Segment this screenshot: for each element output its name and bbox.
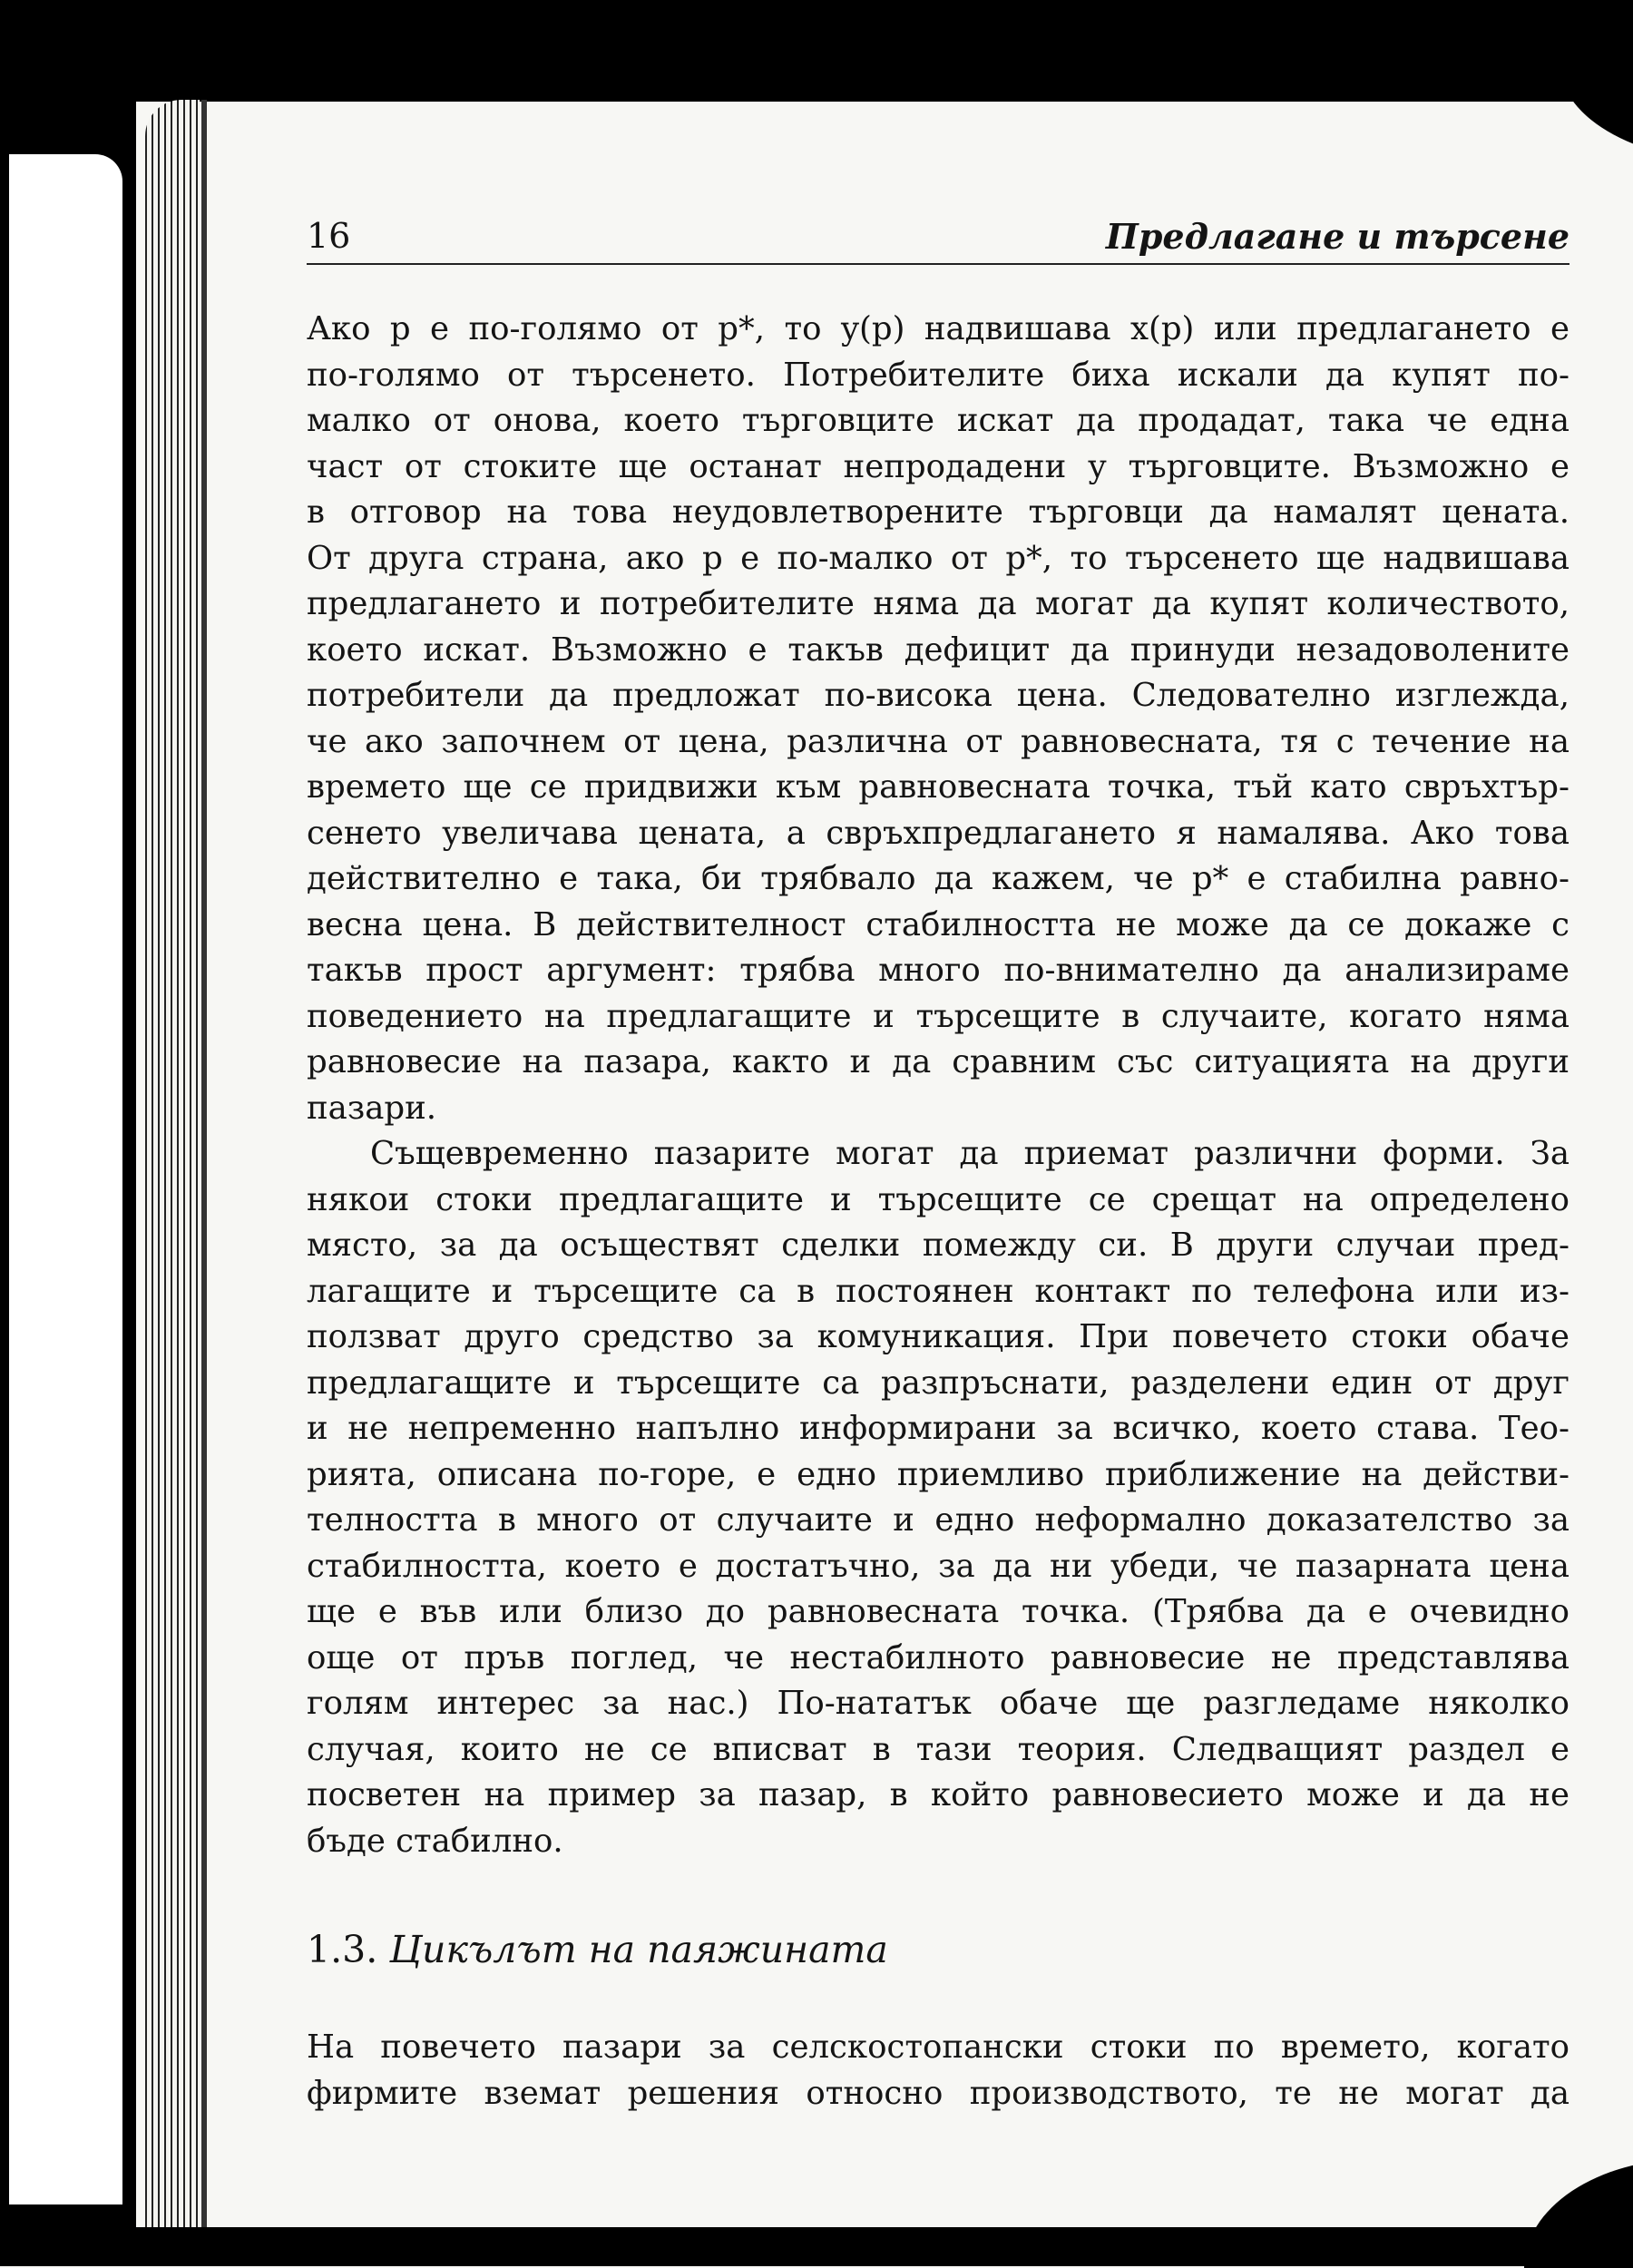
text-line: случая, които не се вписват в тази теория. Следващият раздел е — [307, 1730, 1569, 1768]
scan-border-bottom — [0, 2227, 1633, 2266]
scan-border-top — [0, 0, 1633, 102]
text-line: малко от онова, което търговците искат да продадат, така че една — [307, 402, 1569, 439]
text-line: бъде стабилно. — [307, 1822, 563, 1860]
page-number: 16 — [307, 216, 351, 256]
text-line: в отговор на това неудовлетворените търговци да намалят цената. — [307, 494, 1569, 531]
text-line: някои стоки предлагащите и търсещите се срещат на определено — [307, 1180, 1569, 1218]
text-line: част от стоките ще останат непродадени у търговците. Възможно е — [307, 447, 1569, 485]
text-line: ползват друго средство за комуникация. При повечето стоки обаче — [307, 1318, 1569, 1355]
text-line: сенето увеличава цената, а свръхпредлагането я намалява. Ако това — [307, 814, 1569, 852]
text-line: потребители да предложат по-висока цена. Следователно изглежда, — [307, 677, 1569, 714]
paragraph-2 — [307, 1131, 1569, 1864]
text-line: весна цена. В действителност стабилността не може да се докаже с — [307, 905, 1569, 943]
text-line: времето ще се придвижи към равновесната точка, тъй като свръхтър- — [307, 768, 1569, 806]
text-line: ще е във или близо до равновесната точка. (Трябва да е очевидно — [307, 1593, 1569, 1630]
text-line: и не непременно напълно информирани за всичко, което става. Тео- — [307, 1410, 1569, 1447]
section-text — [307, 2025, 1569, 2116]
text-line: действително е така, би трябвало да кажем, че p* е стабилна равно- — [307, 860, 1569, 897]
text-line: Същевременно пазарите могат да приемат различни форми. За — [370, 1135, 1569, 1172]
text-line: рията, описана по-горе, е едно приемливо приближение на действи- — [307, 1455, 1569, 1493]
text-line: което искат. Възможно е такъв дефицит да принуди незадоволените — [307, 631, 1569, 669]
text-line: още от пръв поглед, че нестабилното равновесие не представлява — [307, 1638, 1569, 1677]
section-number: 1.3. — [307, 1928, 378, 1971]
text-line: по-голямо от търсенето. Потребителите биха искали да купят по- — [307, 356, 1569, 394]
text-line: че ако започнем от цена, различна от равновесната, тя с течение на — [307, 722, 1569, 760]
scan-border-bottom-right — [1524, 2159, 1633, 2268]
text-line: пазари. — [307, 1089, 437, 1127]
section-title: Цикълът на паяжината — [389, 1928, 888, 1971]
text-line: От друга страна, ако p е по-малко от p*, то търсенето ще надвишава — [307, 539, 1569, 577]
text-line: телността в много от случаите и едно неформално доказателство за — [307, 1501, 1569, 1539]
section-heading — [307, 1928, 888, 1971]
text-line: лагащите и търсещите са в постоянен контакт по телефона или из- — [307, 1272, 1569, 1310]
scan-border-top-right — [1560, 54, 1633, 163]
text-line: голям интерес за нас.) По-нататък обаче ще разгледаме няколко — [307, 1685, 1569, 1722]
main-text — [307, 307, 1569, 1864]
page-header — [307, 216, 1569, 265]
text-line: такъв прост аргумент: трябва много по-внимателно да анализираме — [307, 952, 1569, 989]
text-line: стабилността, което е достатъчно, за да ни убеди, че пазарната цена — [307, 1547, 1569, 1585]
running-title: Предлагане и търсене — [1105, 216, 1569, 257]
text-line: предлагащите и търсещите са разпръснати, разделени един от друг — [307, 1364, 1569, 1402]
book-page-edges — [145, 100, 200, 2227]
facing-page-fragment — [9, 154, 122, 2204]
text-line: поведението на предлагащите и търсещите в случаите, когато няма — [307, 997, 1569, 1035]
text-line: предлагането и потребителите няма да могат да купят количеството, — [307, 585, 1569, 622]
text-line: равновесие на пазара, както и да сравним със ситуацията на други — [307, 1043, 1569, 1080]
text-line: посветен на пример за пазар, в който равновесието може и да не — [307, 1776, 1569, 1813]
text-line: На повечето пазари за селскостопански стоки по времето, когато — [307, 2028, 1569, 2066]
text-line: фирмите вземат решения относно производството, те не могат да — [307, 2074, 1569, 2112]
text-line: място, за да осъществят сделки помежду си. В други случаи пред- — [307, 1227, 1569, 1264]
paragraph-1 — [307, 307, 1569, 1131]
text-line: Ако p е по-голямо от p*, то y(p) надвишава x(p) или предлагането е — [307, 310, 1569, 347]
